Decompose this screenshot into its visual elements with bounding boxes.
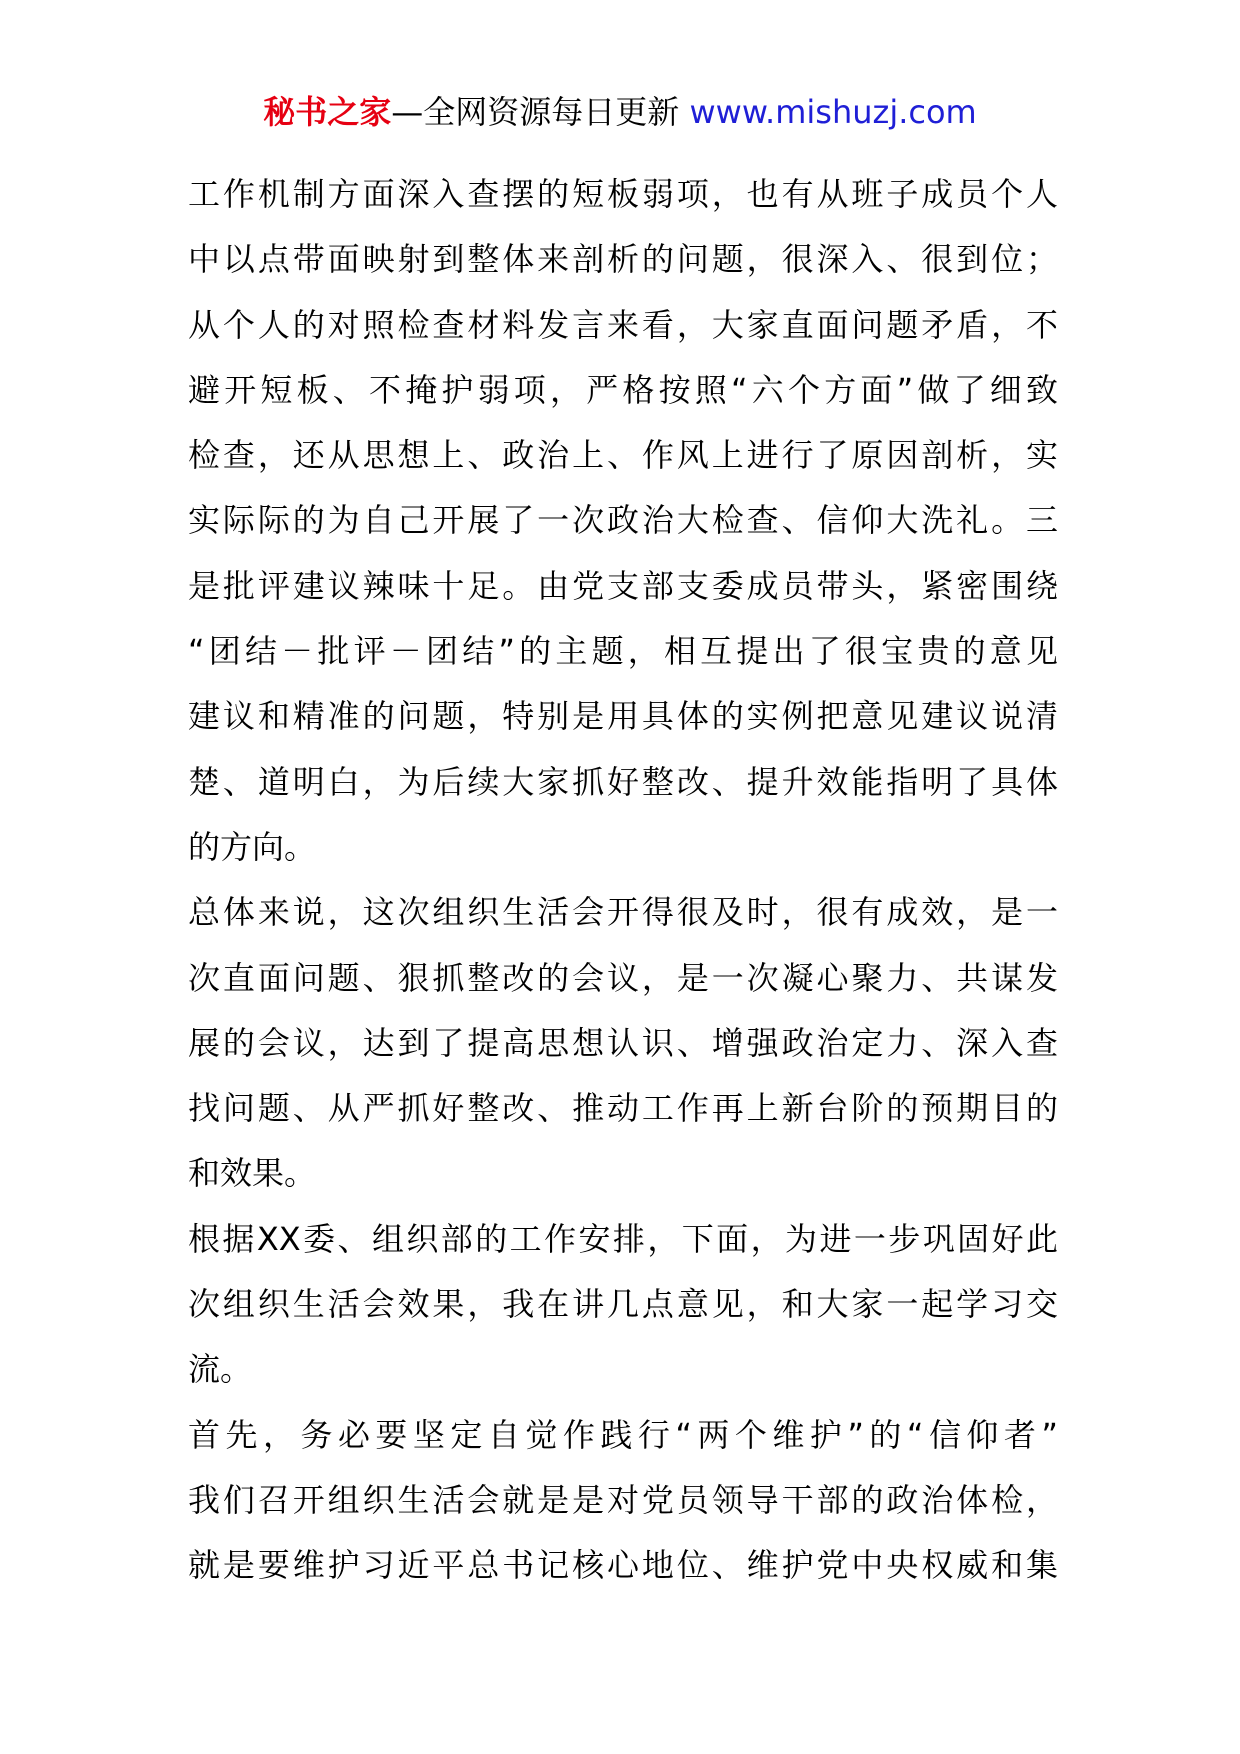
text-line: 次组织生活会效果，我在讲几点意见，和大家一起学习交	[188, 1285, 1058, 1324]
website-link[interactable]: www.mishuzj.com	[689, 93, 977, 131]
header-tagline: —全网资源每日更新	[391, 93, 690, 131]
text-line: 总体来说，这次组织生活会开得很及时，很有成效，是一	[188, 893, 1058, 932]
text-line: 我们召开组织生活会就是是对党员领导干部的政治体检，	[188, 1480, 1058, 1519]
text-line: 实际际的为自己开展了一次政治大检查、信仰大洗礼。三	[188, 501, 1058, 540]
text-line: 首先，务必要坚定自觉作践行“两个维护”的“信仰者”	[188, 1415, 1058, 1454]
text-line: 就是要维护习近平总书记核心地位、维护党中央权威和集	[188, 1546, 1058, 1585]
text-line: 中以点带面映射到整体来剖析的问题，很深入、很到位；	[188, 240, 1058, 279]
text-line: “团结－批评－团结”的主题，相互提出了很宝贵的意见	[188, 632, 1058, 671]
document-body	[188, 162, 1058, 1599]
text-line: 检查，还从思想上、政治上、作风上进行了原因剖析，实	[188, 436, 1058, 475]
text-line: 流。	[188, 1350, 253, 1389]
page-header	[0, 92, 1240, 132]
text-line: 找问题、从严抓好整改、推动工作再上新台阶的预期目的	[188, 1089, 1058, 1128]
text-line: 工作机制方面深入查摆的短板弱项，也有从班子成员个人	[188, 175, 1058, 213]
text-line: 的方向。	[188, 827, 317, 866]
text-line: 根据XX委、组织部的工作安排，下面，为进一步巩固好此	[188, 1219, 1058, 1258]
text-line: 展的会议，达到了提高思想认识、增强政治定力、深入查	[188, 1023, 1058, 1062]
text-line: 避开短板、不掩护弱项，严格按照“六个方面”做了细致	[188, 370, 1058, 409]
text-line: 次直面问题、狠抓整改的会议，是一次凝心聚力、共谋发	[188, 958, 1058, 997]
text-line: 楚、道明白，为后续大家抓好整改、提升效能指明了具体	[188, 762, 1058, 801]
brand-name: 秘书之家	[263, 93, 392, 131]
text-line: 和效果。	[188, 1154, 317, 1193]
text-line: 是批评建议辣味十足。由党支部支委成员带头，紧密围绕	[188, 566, 1058, 605]
text-line: 从个人的对照检查材料发言来看，大家直面问题矛盾，不	[188, 305, 1058, 344]
text-line: 建议和精准的问题，特别是用具体的实例把意见建议说清	[188, 697, 1058, 736]
